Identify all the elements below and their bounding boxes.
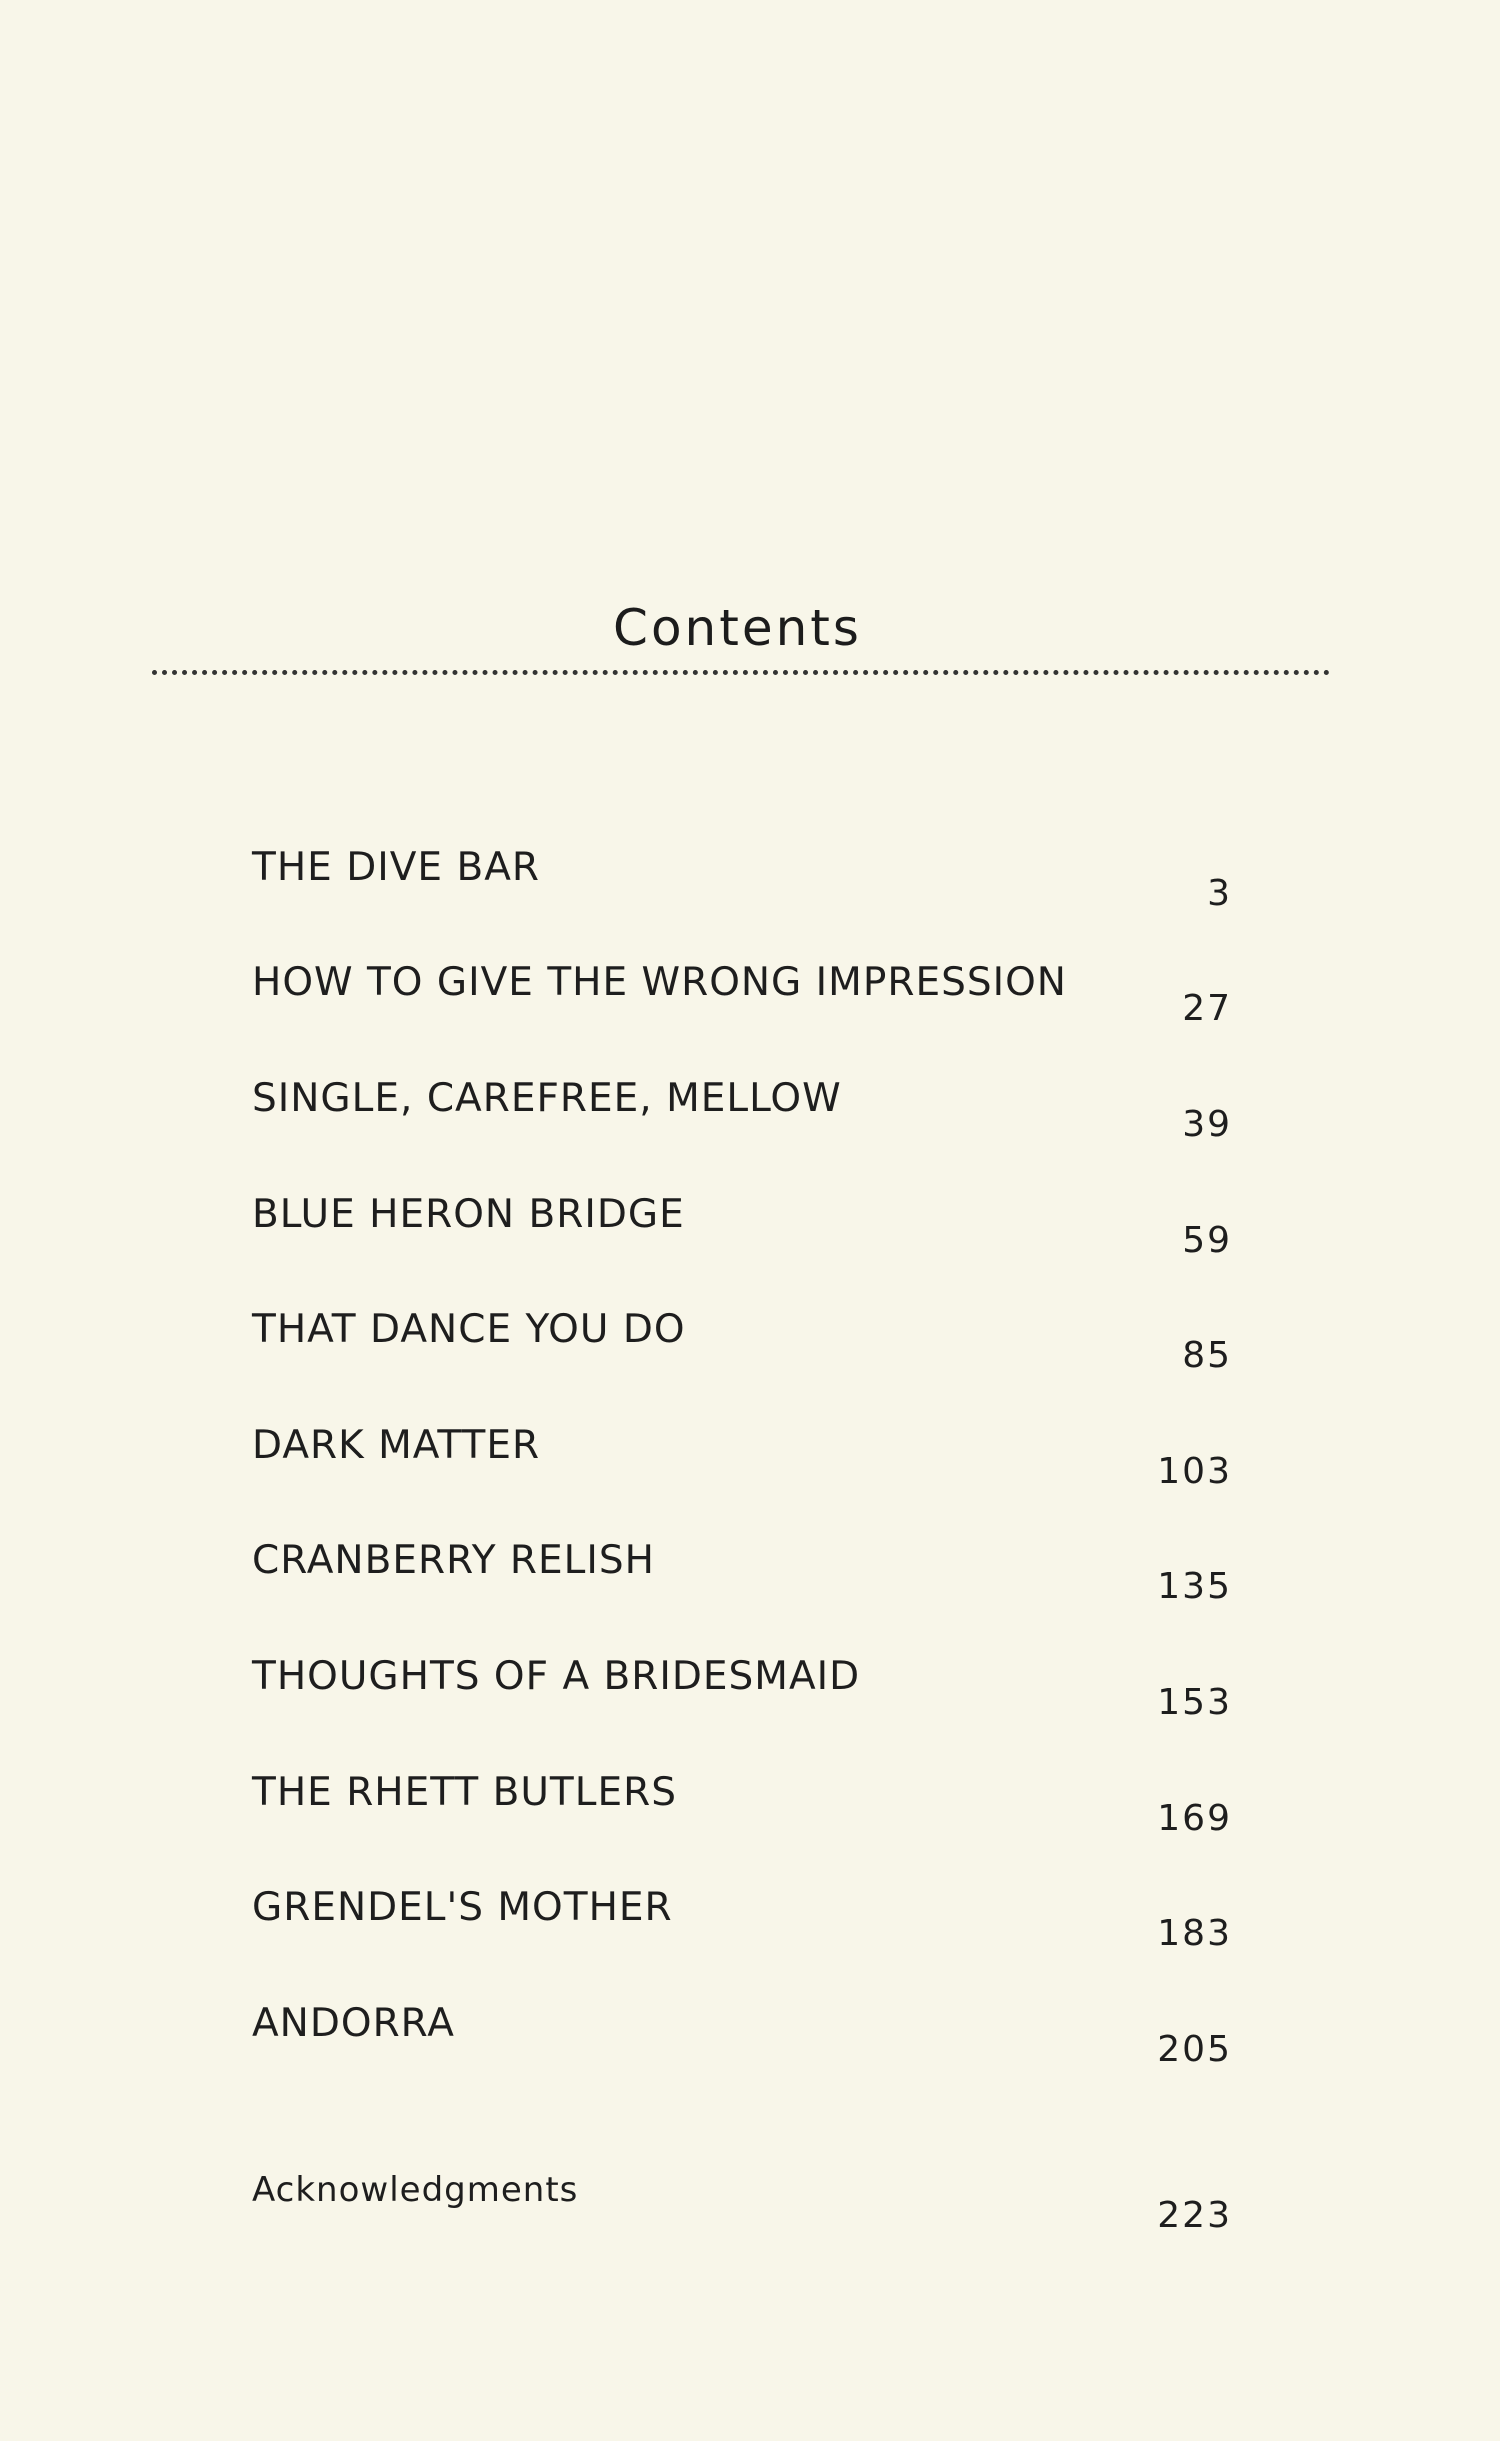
toc-entry-andorra[interactable] [252,2001,1232,2091]
toc-entry-title: SINGLE, CAREFREE, MELLOW [252,1076,842,1121]
toc-entry-title: Acknowledgments [252,2170,579,2210]
page-title: Contents [613,598,862,657]
toc-entry-page-number: 183 [1157,1913,1232,1954]
toc-entry-single-carefree-mellow[interactable] [252,1076,1232,1166]
toc-entry-title: THAT DANCE YOU DO [252,1307,686,1352]
toc-entry-the-dive-bar[interactable] [252,845,1232,935]
toc-entry-page-number: 27 [1182,988,1232,1029]
toc-entry-title: THE RHETT BUTLERS [252,1770,677,1815]
toc-entry-page-number: 3 [1207,873,1232,914]
toc-entry-page-number: 59 [1182,1220,1232,1261]
toc-entry-acknowledgments[interactable] [252,2160,1232,2250]
toc-entry-title: CRANBERRY RELISH [252,1538,655,1583]
toc-entry-cranberry-relish[interactable] [252,1538,1232,1628]
toc-entry-title: BLUE HERON BRIDGE [252,1192,685,1237]
toc-entry-page-number: 39 [1182,1104,1232,1145]
toc-entry-title: ANDORRA [252,2001,455,2046]
toc-entry-title: THE DIVE BAR [252,845,540,890]
toc-entry-page-number: 153 [1157,1682,1232,1723]
toc-entry-the-rhett-butlers[interactable] [252,1770,1232,1860]
toc-entry-how-to-give-the-wrong-impression[interactable] [252,960,1232,1050]
toc-entry-dark-matter[interactable] [252,1423,1232,1513]
toc-entry-title: THOUGHTS OF A BRIDESMAID [252,1654,861,1699]
toc-entry-thoughts-of-a-bridesmaid[interactable] [252,1654,1232,1744]
toc-entry-grendels-mother[interactable] [252,1885,1232,1975]
toc-entry-title: GRENDEL'S MOTHER [252,1885,673,1930]
toc-entry-title: DARK MATTER [252,1423,541,1468]
toc-entry-title: HOW TO GIVE THE WRONG IMPRESSION [252,960,1067,1005]
toc-entry-blue-heron-bridge[interactable] [252,1192,1232,1282]
toc-entry-that-dance-you-do[interactable] [252,1307,1232,1397]
toc-entry-page-number: 103 [1157,1451,1232,1492]
toc-entry-page-number: 135 [1157,1566,1232,1607]
toc-entry-page-number: 205 [1157,2029,1232,2070]
toc-entry-page-number: 169 [1157,1798,1232,1839]
toc-entry-page-number: 223 [1157,2195,1232,2236]
toc-entry-page-number: 85 [1182,1335,1232,1376]
